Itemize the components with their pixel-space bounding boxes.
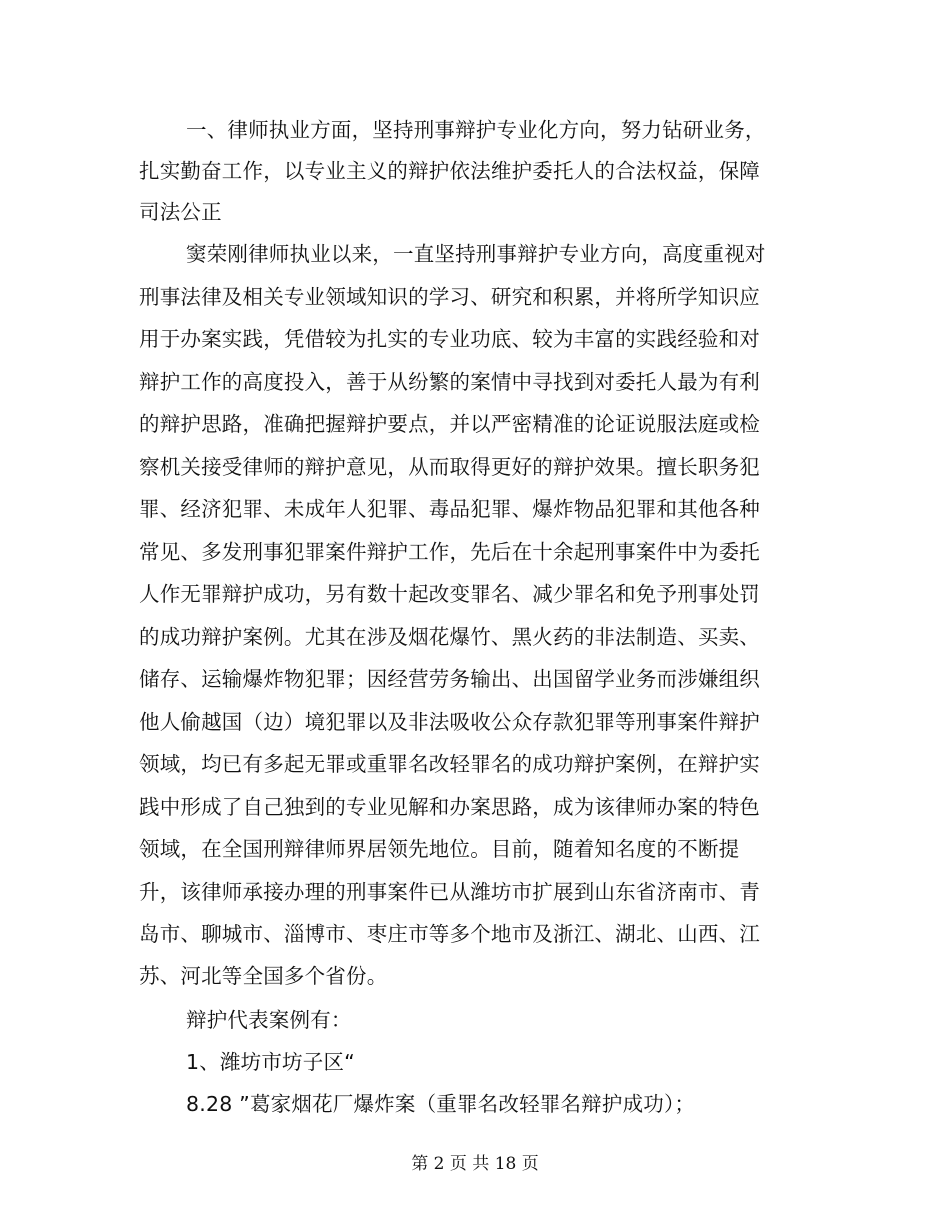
body-text-line: 岛市、聊城市、淄博市、枣庄市等多个地市及浙江、湖北、山西、江 [139, 922, 760, 946]
body-text-line: 用于办案实践，凭借较为扎实的专业功底、较为丰富的实践经验和对 [139, 327, 760, 351]
body-text-line: 窦荣刚律师执业以来，一直坚持刑事辩护专业方向，高度重视对 [186, 242, 766, 266]
body-text-line: 的辩护思路，准确把握辩护要点，并以严密精准的论证说服法庭或检 [139, 412, 760, 436]
body-text-line: 司法公正 [139, 200, 222, 224]
body-text-line: 扎实勤奋工作，以专业主义的辩护依法维护委托人的合法权益，保障 [139, 159, 760, 183]
body-text-line: 察机关接受律师的辩护意见，从而取得更好的辩护效果。擅长职务犯 [139, 455, 760, 479]
body-text-line: 践中形成了自己独到的专业见解和办案思路，成为该律师办案的特色 [139, 795, 760, 819]
body-text-line: 人作无罪辩护成功，另有数十起改变罪名、减少罪名和免予刑事处罚 [139, 582, 760, 606]
list-item: 1、潍坊市坊子区“ [186, 1050, 355, 1074]
body-text-line: 刑事法律及相关专业领域知识的学习、研究和积累，并将所学知识应 [139, 285, 760, 309]
body-text-line: 一、律师执业方面，坚持刑事辩护专业化方向，努力钻研业务， [186, 118, 766, 142]
list-item: 8.28 ”葛家烟花厂爆炸案（重罪名改轻罪名辩护成功）； [186, 1092, 696, 1116]
body-text-line: 辩护工作的高度投入，善于从纷繁的案情中寻找到对委托人最为有利 [139, 370, 760, 394]
body-text-line: 罪、经济犯罪、未成年人犯罪、毒品犯罪、爆炸物品犯罪和其他各种 [139, 497, 760, 521]
body-text-line: 常见、多发刑事犯罪案件辩护工作，先后在十余起刑事案件中为委托 [139, 540, 760, 564]
body-text-line: 领域，均已有多起无罪或重罪名改轻罪名的成功辩护案例，在辩护实 [139, 752, 760, 776]
body-text-line: 辩护代表案例有： [186, 1008, 352, 1032]
body-text-line: 苏、河北等全国多个省份。 [139, 964, 388, 988]
body-text-line: 他人偷越国（边）境犯罪以及非法吸收公众存款犯罪等刑事案件辩护 [139, 710, 760, 734]
body-text-line: 领域，在全国刑辩律师界居领先地位。目前，随着知名度的不断提 [139, 837, 740, 861]
body-text-line: 储存、运输爆炸物犯罪；因经营劳务输出、出国留学业务而涉嫌组织 [139, 667, 760, 691]
body-text-line: 升，该律师承接办理的刑事案件已从潍坊市扩展到山东省济南市、青 [139, 880, 760, 904]
body-text-line: 的成功辩护案例。尤其在涉及烟花爆竹、黑火药的非法制造、买卖、 [139, 625, 760, 649]
page-number-footer: 第 2 页 共 18 页 [411, 1154, 539, 1174]
